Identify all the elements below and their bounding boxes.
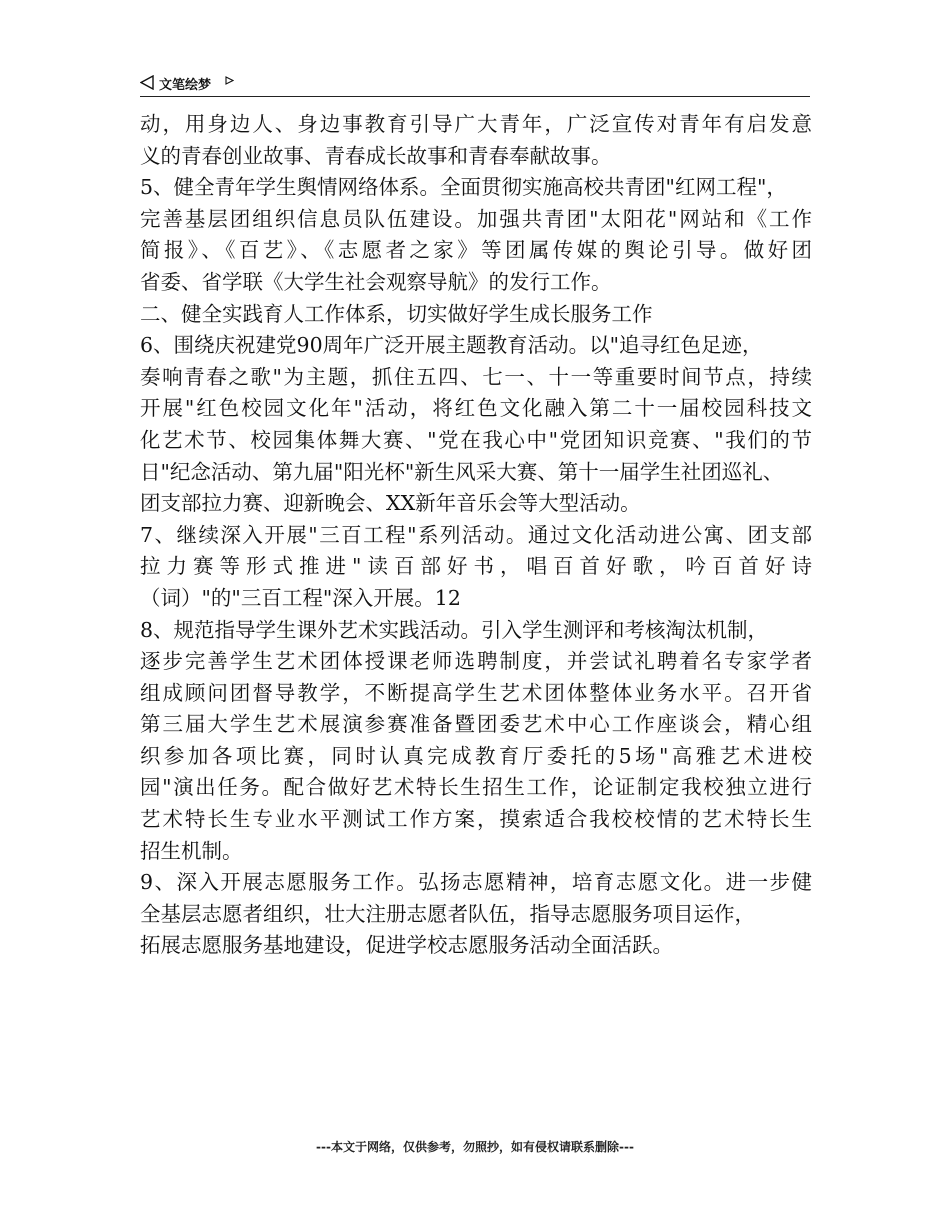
text-line: （词）"的"三百工程"深入开展。12	[140, 585, 461, 610]
text-line: 5、健全青年学生舆情网络体系。全面贯彻实施高校共青团"红网工程"，	[140, 175, 787, 200]
text-line: 9、深入开展志愿服务工作。弘扬志愿精神，培育志愿文化。进一步健	[140, 870, 812, 895]
text-line: 省委、省学联《大学生社会观察导航》的发行工作。	[140, 269, 612, 294]
page-header	[140, 72, 810, 97]
triangle-left-icon	[140, 75, 154, 90]
footer-disclaimer: ---本文于网络，仅供参考，勿照抄，如有侵权请联系删除---	[316, 1140, 634, 1154]
text-line: 义的青春创业故事、青春成长故事和青春奉献故事。	[140, 143, 612, 168]
triangle-right-icon	[225, 76, 234, 85]
text-line: 艺术特长生专业水平测试工作方案，摸索适合我校校情的艺术特长生	[140, 807, 812, 832]
text-line: 动，用身边人、身边事教育引导广大青年，广泛宣传对青年有启发意	[140, 112, 812, 136]
text-line: 7、继续深入开展"三百工程"系列活动。通过文化活动进公寓、团支部	[140, 522, 812, 547]
text-line: 织参加各项比赛，同时认真完成教育厅委托的5场"高雅艺术进校	[140, 743, 812, 768]
text-line: 园"演出任务。配合做好艺术特长生招生工作，论证制定我校独立进行	[140, 775, 812, 800]
text-line: 日"纪念活动、第九届"阳光杯"新生风采大赛、第十一届学生社团巡礼、	[140, 459, 784, 484]
text-line: 全基层志愿者组织，壮大注册志愿者队伍，指导志愿服务项目运作，	[140, 901, 755, 926]
header-title: 文笔绘梦	[159, 78, 212, 93]
text-line: 拉力赛等形式推进"读百部好书，唱百首好歌，吟百首好诗	[140, 554, 812, 579]
text-line: 逐步完善学生艺术团体授课老师选聘制度，并尝试礼聘着名专家学者	[140, 649, 812, 674]
text-line: 团支部拉力赛、迎新晚会、XX新年音乐会等大型活动。	[140, 491, 641, 516]
text-line: 招生机制。	[140, 838, 243, 863]
text-line: 二、健全实践育人工作体系，切实做好学生成长服务工作	[140, 301, 653, 326]
text-line: 8、规范指导学生课外艺术实践活动。引入学生测评和考核淘汰机制，	[140, 617, 769, 642]
text-line: 化艺术节、校园集体舞大赛、"党在我心中"党团知识竞赛、"我们的节	[140, 427, 812, 452]
text-line: 奏响青春之歌"为主题，抓住五四、七一、十一等重要时间节点，持续	[140, 364, 812, 389]
text-line: 组成顾问团督导教学，不断提高学生艺术团体整体业务水平。召开省	[140, 680, 812, 705]
text-line: 简报》、《百艺》、《志愿者之家》等团属传媒的舆论引导。做好团	[140, 238, 812, 263]
document-body	[140, 109, 812, 962]
text-line: 6、围绕庆祝建党90周年广泛开展主题教育活动。以"追寻红色足迹，	[140, 333, 763, 358]
text-line: 拓展志愿服务基地建设，促进学校志愿服务活动全面活跃。	[140, 933, 673, 958]
text-line: 第三届大学生艺术展演参赛准备暨团委艺术中心工作座谈会，精心组	[140, 712, 812, 737]
text-line: 完善基层团组织信息员队伍建设。加强共青团"太阳花"网站和《工作	[140, 206, 812, 231]
text-line: 开展"红色校园文化年"活动，将红色文化融入第二十一届校园科技文	[140, 396, 812, 421]
